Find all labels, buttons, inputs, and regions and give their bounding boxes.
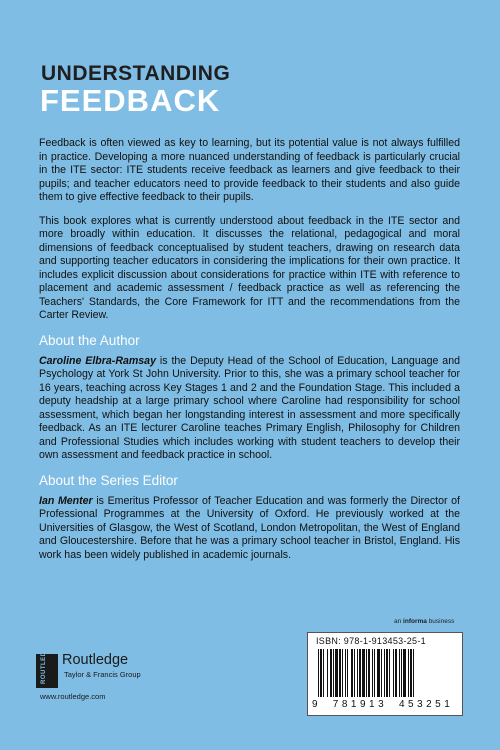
publisher-group: Taylor & Francis Group xyxy=(64,670,141,679)
about-author-heading: About the Author xyxy=(39,332,140,348)
title-line-1: UNDERSTANDING xyxy=(41,62,231,85)
informa-business-tag: an informa business xyxy=(394,618,455,625)
blurb-paragraph-1: Feedback is often viewed as key to learning, but its potential value is not always fulfilled in practice. Developing a more nuanced understanding of feedback is particularly crucial in the ITE sector: ITE students receive feedback as learners and give feedback to their pupils; and teacher educators need to provide feedback to their students and also guide them to give effective feedback to their pupils. xyxy=(39,137,460,203)
publisher-url[interactable]: www.routledge.com xyxy=(40,692,106,701)
barcode-bars xyxy=(318,649,456,697)
publisher-name: Routledge xyxy=(62,652,129,668)
editor-name: Ian Menter xyxy=(39,494,93,507)
isbn-barcode xyxy=(307,632,463,716)
about-editor-heading: About the Series Editor xyxy=(39,472,178,488)
barcode-digits: 9 781913 453251 xyxy=(312,699,454,710)
author-bio-text: is the Deputy Head of the School of Education, Language and Psychology at York St John University. Prior to this, she was a primary school teacher for 16 years, teaching across Key Stages 1 and 2 and the Foundation Stage. This included a deputy headship at a large primary school where Caroline had responsibility for school assessment, which began her longstanding interest in assessment and more specifically feedback. As an ITE lecturer Caroline teaches Primary English, Philosophy for Children and Professional Studies which includes working with student teachers to develop their own assessment and feedback practice in school. xyxy=(39,354,460,461)
blurb-paragraph-2: This book explores what is currently understood about feedback in the ITE sector and more broadly within education. It discusses the relational, pedagogical and moral dimensions of feedback conceptualised by student teachers, drawing on research data and supporting teacher educators in considering the implications for their own practice. It includes explicit discussion about considerations for practice within ITE with reference to placement and academic assessment / feedback practice as well as referencing the Teachers' Standards, the Core Framework for ITT and the recommendations from the Carter Review. xyxy=(39,214,460,321)
isbn-label: ISBN: 978-1-913453-25-1 xyxy=(316,636,426,646)
editor-bio xyxy=(39,495,460,563)
blurb-body xyxy=(39,137,460,572)
title-line-2: FEEDBACK xyxy=(40,83,221,118)
author-bio xyxy=(39,355,460,463)
routledge-logo-icon: ROUTLEDGE xyxy=(36,654,58,688)
editor-bio-text: is Emeritus Professor of Teacher Education and was formerly the Director of Professional Programmes at the University of Oxford. He previously worked at the Universities of Glasgow, the West of Scotland, London Metropolitan, the West of England and Gloucestershire. Before that he was a primary school teacher in Bristol, England. His work has been widely published in academic journals. xyxy=(39,494,461,561)
author-name: Caroline Elbra-Ramsay xyxy=(39,354,156,367)
